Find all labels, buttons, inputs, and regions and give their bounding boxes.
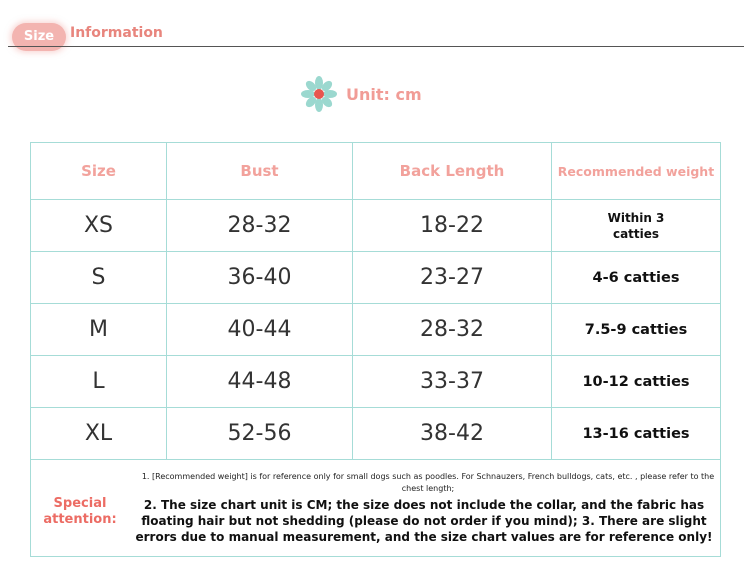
header-bust: Bust xyxy=(167,143,353,200)
cell-size: M xyxy=(31,304,167,356)
notes-cell xyxy=(31,460,721,557)
cell-bust: 28-32 xyxy=(167,200,353,252)
cell-weight: Within 3 catties xyxy=(552,200,721,252)
cell-bust: 44-48 xyxy=(167,356,353,408)
cell-size: L xyxy=(31,356,167,408)
header-back-length: Back Length xyxy=(353,143,552,200)
cell-bust: 36-40 xyxy=(167,252,353,304)
table-header-row xyxy=(31,143,721,200)
cell-weight: 10-12 catties xyxy=(552,356,721,408)
unit-row xyxy=(300,76,422,112)
cell-bust: 40-44 xyxy=(167,304,353,356)
header xyxy=(0,0,750,48)
cell-back-length: 18-22 xyxy=(353,200,552,252)
cell-weight: 7.5-9 catties xyxy=(552,304,721,356)
cell-weight: 13-16 catties xyxy=(552,408,721,460)
cell-size: XS xyxy=(31,200,167,252)
cell-back-length: 23-27 xyxy=(353,252,552,304)
table-row xyxy=(31,356,721,408)
header-size: Size xyxy=(31,143,167,200)
table-row xyxy=(31,304,721,356)
note-2: 2. The size chart unit is CM; the size does not include the collar, and the fabric has floating hair but not shedding (please do not order if you mind); 3. There are slight errors due to manual measurement, and the size chart values are for reference only! xyxy=(135,498,713,544)
cell-weight: 4-6 catties xyxy=(552,252,721,304)
header-divider xyxy=(8,46,744,47)
cell-back-length: 33-37 xyxy=(353,356,552,408)
notes-row xyxy=(31,460,721,557)
cell-size: S xyxy=(31,252,167,304)
cell-back-length: 38-42 xyxy=(353,408,552,460)
table-row xyxy=(31,200,721,252)
note-1: 1. [Recommended weight] is for reference only for small dogs such as poodles. For Schnauzers, French bulldogs, cats, etc. , please refer to the chest length; xyxy=(141,472,715,493)
header-recommended-weight: Recommended weight xyxy=(552,143,721,200)
table-row xyxy=(31,252,721,304)
cell-bust: 52-56 xyxy=(167,408,353,460)
size-table xyxy=(30,142,721,557)
special-attention-label: Special attention: xyxy=(43,496,117,527)
size-badge: Size xyxy=(12,23,66,51)
header-title: Information xyxy=(70,25,163,41)
cell-size: XL xyxy=(31,408,167,460)
unit-label: Unit: cm xyxy=(346,84,422,104)
table-row xyxy=(31,408,721,460)
flower-icon xyxy=(300,75,338,113)
cell-back-length: 28-32 xyxy=(353,304,552,356)
